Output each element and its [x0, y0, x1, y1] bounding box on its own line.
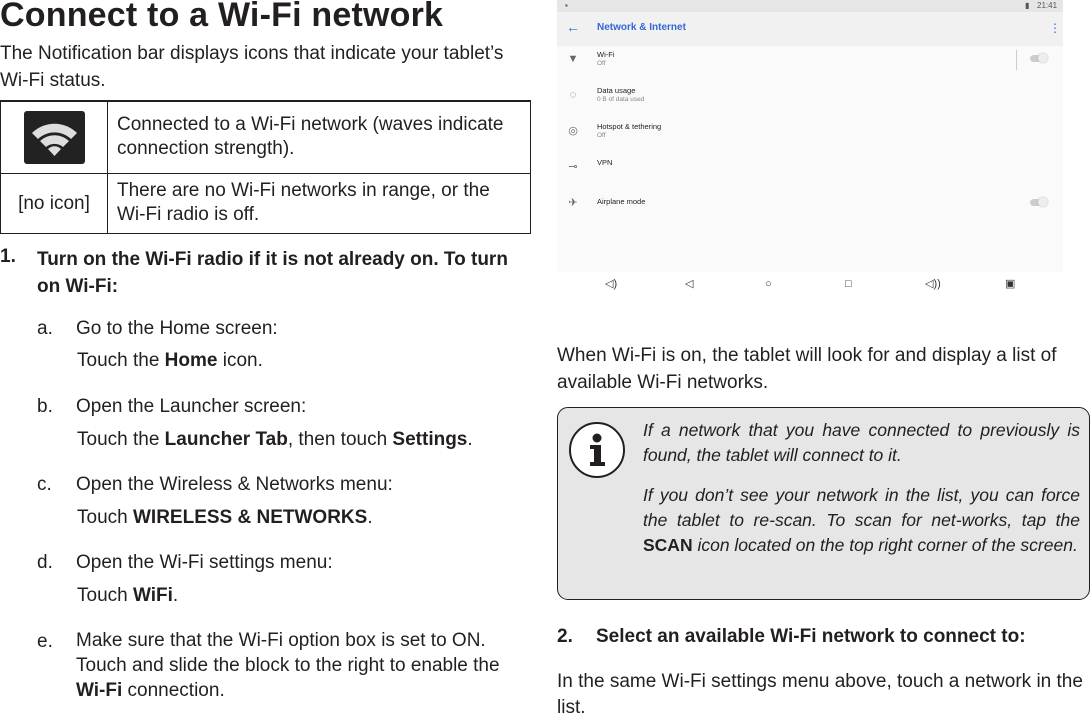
substep-title: Open the Wireless & Networks menu:	[76, 474, 393, 495]
table-row	[1, 101, 531, 174]
wifi-on-text: When Wi-Fi is on, the tablet will look for and display a list of available Wi-Fi networks.	[557, 345, 1057, 393]
intro-text: The Notification bar displays icons that indicate your tablet’s Wi-Fi status.	[0, 43, 504, 91]
settings-item-hotspot[interactable]	[557, 118, 1063, 148]
hotspot-icon: ◎	[568, 125, 578, 137]
data-usage-icon: ◌	[569, 89, 577, 101]
wifi-icon: ▼	[567, 53, 579, 65]
airplane-toggle[interactable]	[1030, 199, 1046, 206]
settings-item-airplane[interactable]	[557, 190, 1063, 220]
table-row	[1, 174, 531, 234]
overflow-menu-icon[interactable]: ⋮	[1049, 21, 1061, 35]
item-title: Data usage	[597, 86, 636, 95]
back-nav-icon[interactable]: ◁	[685, 278, 694, 290]
info-icon	[569, 422, 625, 478]
substep-action: Touch the Launcher Tab, then touch Settings.	[77, 429, 473, 450]
item-title: Airplane mode	[597, 197, 646, 206]
item-title: Wi-Fi	[597, 50, 615, 59]
no-icon-label: [no icon]	[1, 174, 108, 234]
airplane-icon: ✈	[568, 197, 578, 209]
substep-title: Open the Launcher screen:	[76, 396, 307, 417]
item-subtitle: Off	[597, 60, 606, 67]
divider	[1016, 50, 1017, 70]
substep-action: Touch WIRELESS & NETWORKS.	[77, 507, 373, 528]
volume-up-icon[interactable]: ◁))	[925, 278, 941, 290]
recents-nav-icon[interactable]: □	[845, 278, 852, 290]
wifi-icon	[24, 111, 85, 164]
info-note	[557, 407, 1090, 600]
settings-screenshot	[557, 0, 1063, 296]
battery-icon: ▮	[1025, 1, 1030, 10]
substep-letter: a.	[37, 318, 53, 339]
status-bar	[557, 0, 1063, 12]
status-icon-table	[0, 100, 531, 234]
volume-down-icon[interactable]: ◁)	[605, 278, 618, 290]
icon-cell	[1, 101, 108, 174]
step-number: 1.	[0, 246, 16, 267]
substep-action: Touch WiFi.	[77, 585, 179, 606]
item-title: VPN	[597, 158, 613, 167]
settings-item-wifi[interactable]	[557, 46, 1063, 76]
final-text: In the same Wi-Fi settings menu above, touch a network in the list.	[557, 671, 1083, 718]
status-description: There are no Wi-Fi networks in range, or the Wi-Fi radio is off.	[108, 174, 531, 234]
gallery-icon: ▪	[565, 1, 568, 10]
item-subtitle: 0 B of data used	[597, 96, 645, 103]
step-heading: Select an available Wi-Fi network to connect to:	[596, 626, 1026, 647]
screenshot-icon[interactable]: ▣	[1005, 278, 1016, 290]
wifi-toggle[interactable]	[1030, 55, 1046, 62]
note-paragraph: If you don’t see your network in the list, you can force the tablet to re-scan. To scan for net-works, tap the SCAN icon located on the top right corner of the screen.	[643, 485, 1080, 555]
step-number: 2.	[557, 626, 573, 647]
home-nav-icon[interactable]: ○	[765, 278, 772, 290]
key-icon: ⊸	[568, 161, 578, 173]
clock: 21:41	[1037, 1, 1058, 10]
item-title: Hotspot & tethering	[597, 122, 662, 131]
substep-letter: b.	[37, 396, 53, 417]
substep-title: Open the Wi-Fi settings menu:	[76, 552, 333, 573]
substep-action: Touch the Home icon.	[77, 350, 263, 371]
step-heading: Turn on the Wi-Fi radio if it is not already on. To turn on Wi-Fi:	[37, 249, 508, 297]
settings-item-data-usage[interactable]	[557, 82, 1063, 112]
substep-text: Make sure that the Wi-Fi option box is set to ON. Touch and slide the block to the right to enable the Wi-Fi connection.	[76, 630, 500, 701]
substep-letter: d.	[37, 552, 53, 573]
page-title: Connect to a Wi-Fi network	[0, 0, 444, 34]
settings-item-vpn[interactable]	[557, 154, 1063, 184]
substep-letter: c.	[37, 474, 52, 495]
substep-title: Go to the Home screen:	[76, 318, 278, 339]
app-bar	[557, 12, 1063, 46]
back-arrow-icon[interactable]: ←	[566, 19, 580, 35]
substep-letter: e.	[37, 631, 53, 652]
note-paragraph: If a network that you have connected to previously is found, the tablet will connect to it.	[643, 420, 1080, 465]
app-title: Network & Internet	[597, 22, 686, 33]
status-description: Connected to a Wi-Fi network (waves indicate connection strength).	[108, 101, 531, 174]
item-subtitle: Off	[597, 132, 606, 139]
nav-bar	[557, 272, 1063, 296]
